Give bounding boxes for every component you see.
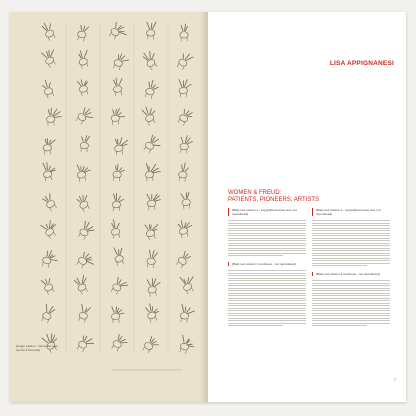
hand-sketch-icon bbox=[75, 163, 92, 182]
text-lines bbox=[228, 220, 306, 256]
hand-sketch-icon bbox=[112, 77, 124, 96]
text-placeholder bbox=[228, 208, 306, 216]
hand-sketch-icon bbox=[111, 109, 125, 125]
text-placeholder-label: [Body text column 1 - copyrighted essay text, not reproduced] bbox=[232, 208, 297, 216]
hand-sketch-icon bbox=[179, 24, 188, 42]
hand-sketch-icon bbox=[141, 104, 159, 125]
hand-sketch-icon bbox=[42, 193, 59, 211]
hand-sketch-icon bbox=[76, 49, 92, 69]
hand-sketch-icon bbox=[41, 277, 56, 295]
hand-sketch-icon bbox=[144, 162, 161, 181]
hand-sketch-icon bbox=[112, 193, 125, 211]
text-lines bbox=[228, 270, 306, 326]
hand-sketch-icon bbox=[46, 108, 62, 126]
hand-sketch-icon bbox=[76, 334, 95, 354]
hand-drawing-plate-icon bbox=[32, 18, 202, 390]
image-caption: [image caption - transcribe from source if licensed] bbox=[16, 344, 59, 352]
hand-sketch-icon bbox=[40, 47, 60, 69]
hand-sketch-icon bbox=[40, 304, 56, 324]
plate-illustration bbox=[32, 18, 202, 390]
hand-sketch-icon bbox=[76, 193, 94, 213]
chapter-title bbox=[228, 190, 319, 204]
hand-sketch-icon bbox=[178, 272, 199, 295]
text-placeholder-label: [Body text column 1 continues - not reproduced] bbox=[232, 262, 296, 266]
chapter-title-line-2: PATIENTS, PIONEERS, ARTISTS bbox=[228, 197, 320, 203]
left-page bbox=[10, 12, 208, 402]
hand-sketch-icon bbox=[181, 192, 191, 209]
text-placeholder-label: [Body text column 2 continues - not reproduced] bbox=[316, 272, 380, 276]
hand-sketch-icon bbox=[77, 304, 91, 323]
hand-sketch-icon bbox=[146, 277, 162, 296]
hand-sketch-icon bbox=[111, 334, 129, 354]
hand-sketch-icon bbox=[177, 108, 194, 127]
hand-sketch-icon bbox=[180, 135, 193, 153]
hand-sketch-icon bbox=[144, 79, 160, 100]
open-book bbox=[10, 12, 406, 402]
hand-sketch-icon bbox=[146, 250, 157, 268]
text-placeholder bbox=[312, 208, 390, 216]
hand-sketch-icon bbox=[40, 218, 60, 239]
text-lines bbox=[312, 280, 390, 326]
hand-sketch-icon bbox=[40, 79, 56, 99]
hand-sketch-icon bbox=[41, 249, 59, 269]
hand-sketch-icon bbox=[75, 105, 96, 127]
hand-sketch-icon bbox=[146, 22, 156, 40]
hand-sketch-icon bbox=[80, 135, 90, 152]
hand-sketch-icon bbox=[111, 306, 125, 323]
hand-sketch-icon bbox=[42, 161, 57, 181]
hand-sketch-icon bbox=[43, 138, 56, 154]
hand-sketch-icon bbox=[113, 137, 129, 155]
hand-sketch-icon bbox=[178, 79, 192, 98]
hand-sketch-icon bbox=[178, 162, 189, 182]
hand-sketch-icon bbox=[176, 51, 194, 71]
hand-sketch-icon bbox=[110, 277, 129, 297]
hand-sketch-icon bbox=[73, 274, 92, 295]
hand-sketch-icon bbox=[177, 219, 194, 239]
hand-sketch-icon bbox=[142, 335, 161, 355]
chapter-title-line-1: WOMEN & FREUD: bbox=[228, 190, 282, 196]
hand-sketch-icon bbox=[178, 335, 196, 355]
hand-sketch-icon bbox=[140, 48, 161, 70]
hand-sketch-icon bbox=[112, 246, 125, 266]
hand-sketch-icon bbox=[175, 251, 191, 269]
hand-sketch-icon bbox=[147, 194, 161, 211]
text-placeholder bbox=[228, 262, 306, 266]
body-column-1 bbox=[228, 208, 306, 328]
hand-sketch-icon bbox=[77, 220, 96, 242]
hand-sketch-icon bbox=[143, 134, 163, 156]
hand-sketch-icon bbox=[180, 304, 195, 323]
text-lines bbox=[312, 220, 390, 266]
hand-sketch-icon bbox=[112, 164, 125, 182]
text-placeholder-label: [Body text column 2 - copyrighted essay text, not reproduced] bbox=[316, 208, 381, 216]
gutter-shadow bbox=[200, 12, 208, 402]
hand-sketch-icon bbox=[144, 302, 161, 323]
hand-sketch-icon bbox=[76, 25, 88, 42]
right-page bbox=[208, 12, 406, 402]
hand-sketch-icon bbox=[112, 53, 130, 72]
text-placeholder bbox=[312, 272, 390, 276]
hand-sketch-icon bbox=[41, 21, 58, 42]
author-name: LISA APPIGNANESI bbox=[329, 60, 394, 67]
hand-sketch-icon bbox=[108, 22, 129, 43]
hand-sketch-icon bbox=[143, 221, 161, 241]
hand-sketch-icon bbox=[77, 78, 91, 96]
hand-sketch-icon bbox=[110, 219, 122, 239]
hand-sketch-icon bbox=[75, 251, 96, 273]
body-column-2 bbox=[312, 208, 390, 328]
page-number: 7 bbox=[394, 378, 396, 382]
